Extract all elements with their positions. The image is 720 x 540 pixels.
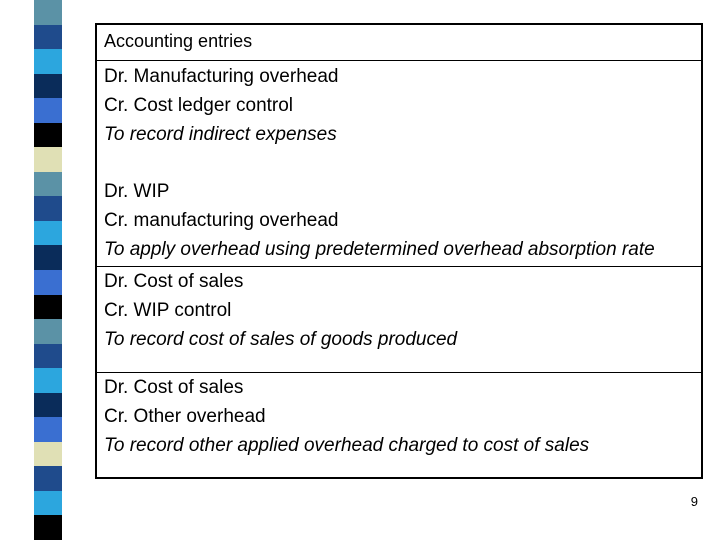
page-number: 9	[690, 494, 698, 509]
table-header-row	[97, 25, 701, 60]
entry-row	[97, 60, 701, 260]
entry-note: To apply overhead using predetermined overhead absorption rate	[104, 239, 655, 260]
stripe-block	[34, 442, 62, 467]
stripe-block	[34, 74, 62, 99]
stripe-block	[34, 49, 62, 74]
stripe-block	[34, 196, 62, 221]
stripe-block	[34, 393, 62, 418]
table-header: Accounting entries	[104, 31, 253, 51]
stripe-block	[34, 344, 62, 369]
stripe-block	[34, 466, 62, 491]
decorative-stripe	[34, 0, 62, 540]
entry-debit: Dr. WIP	[104, 181, 170, 202]
entry-debit: Dr. Cost of sales	[104, 271, 244, 292]
stripe-block	[34, 515, 62, 540]
entry-row	[97, 266, 701, 371]
entry-credit: Cr. Cost ledger control	[104, 95, 294, 116]
stripe-block	[34, 25, 62, 50]
stripe-block	[34, 245, 62, 270]
entry-note: To record other applied overhead charged to cost of sales	[104, 435, 590, 456]
entry-credit: Cr. manufacturing overhead	[104, 210, 339, 231]
entry-credit: Cr. Other overhead	[104, 406, 266, 427]
stripe-block	[34, 368, 62, 393]
entry-debit: Dr. Cost of sales	[104, 377, 244, 398]
stripe-block	[34, 123, 62, 148]
entry-note: To record indirect expenses	[104, 124, 337, 145]
entry-credit: Cr. WIP control	[104, 300, 232, 321]
entry-row	[97, 372, 701, 478]
accounting-entries-table	[95, 23, 703, 479]
stripe-block	[34, 491, 62, 516]
stripe-block	[34, 172, 62, 197]
stripe-block	[34, 270, 62, 295]
stripe-block	[34, 295, 62, 320]
stripe-block	[34, 147, 62, 172]
stripe-block	[34, 221, 62, 246]
entry-debit: Dr. Manufacturing overhead	[104, 66, 339, 87]
stripe-block	[34, 0, 62, 25]
stripe-block	[34, 319, 62, 344]
entry-note: To record cost of sales of goods produced	[104, 329, 458, 350]
stripe-block	[34, 98, 62, 123]
stripe-block	[34, 417, 62, 442]
